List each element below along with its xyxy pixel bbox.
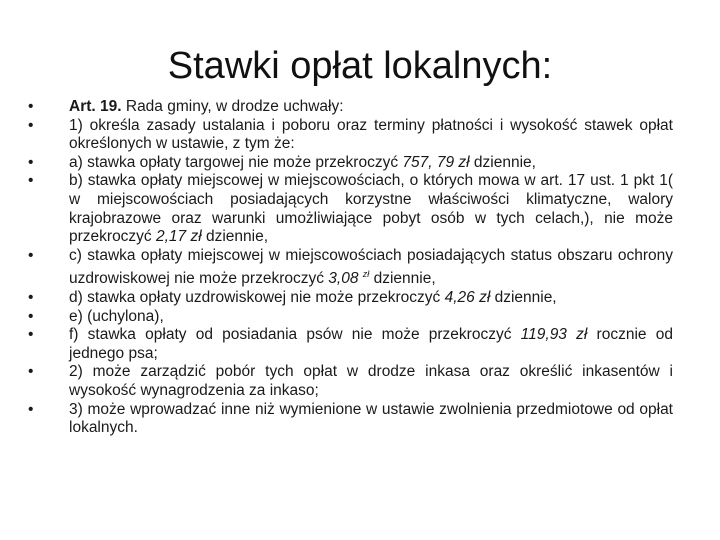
rate-value: 4,26 zł bbox=[444, 288, 491, 306]
item-text-end: dziennie, bbox=[490, 288, 557, 306]
item-text: Rada gminy, w drodze uchwały: bbox=[121, 98, 344, 115]
item-text: 2) może zarządzić pobór tych opłat w drodze inkasa oraz określić inkasentów i wysokość wynagrodzenia za inkaso; bbox=[69, 363, 673, 399]
list-item bbox=[28, 326, 673, 363]
list-item bbox=[28, 289, 673, 308]
rate-value: 2,17 zł bbox=[156, 228, 202, 246]
item-text-end: rocznie od jednego psa; bbox=[69, 326, 673, 362]
list-item bbox=[28, 154, 673, 173]
bullet-icon: • bbox=[28, 307, 34, 325]
item-text: 1) określa zasady ustalania i poboru oraz terminy płatności i wysokość stawek opłat określonych w ustawie, z tym że: bbox=[69, 116, 673, 153]
slide-title: Stawki opłat lokalnych: bbox=[167, 45, 553, 87]
rate-value: 3,08 bbox=[328, 270, 363, 288]
rate-value: 757, 79 zł bbox=[402, 153, 470, 171]
bullet-icon: • bbox=[28, 363, 34, 381]
item-text: 3) może wprowadzać inne niż wymienione w ustawie zwolnienia przedmiotowe od opłat lokalnych. bbox=[69, 400, 673, 437]
item-text: e) (uchylona), bbox=[69, 307, 164, 325]
bullet-list bbox=[28, 98, 673, 438]
bullet-icon: • bbox=[28, 153, 34, 171]
bullet-icon: • bbox=[28, 246, 34, 264]
list-item bbox=[28, 308, 673, 327]
article-label: Art. 19. bbox=[69, 98, 122, 115]
bullet-icon: • bbox=[28, 116, 34, 134]
rate-value: 119,93 zł bbox=[520, 326, 588, 344]
rate-currency: zł bbox=[362, 269, 370, 280]
item-text: c) stawka opłaty miejscowej w miejscowościach posiadających status obszaru ochrony uzdrowiskowej nie może przekroczyć bbox=[69, 246, 673, 288]
bullet-icon: • bbox=[28, 326, 34, 344]
list-item bbox=[28, 401, 673, 438]
bullet-icon: • bbox=[28, 172, 34, 190]
item-text: b) stawka opłaty miejscowej w miejscowościach, o których mowa w art. 17 ust. 1 pkt 1( w miejscowościach posiadających korzystne właściwości klimatyczne, walory krajobrazowe oraz warunki umożliwiające pobyt osób w tych celach,), nie może przekroczyć bbox=[69, 172, 673, 246]
list-item bbox=[28, 172, 673, 246]
list-item bbox=[28, 363, 673, 400]
item-text-end: dziennie, bbox=[201, 228, 269, 246]
bullet-icon: • bbox=[28, 400, 34, 418]
item-text-end: dziennie, bbox=[469, 153, 536, 171]
list-item bbox=[28, 247, 673, 289]
item-text-end: dziennie, bbox=[369, 270, 436, 288]
list-item bbox=[28, 98, 673, 117]
item-text: a) stawka opłaty targowej nie może przekroczyć bbox=[69, 153, 403, 171]
item-text: f) stawka opłaty od posiadania psów nie może przekroczyć bbox=[69, 326, 521, 344]
bullet-icon: • bbox=[28, 98, 34, 115]
bullet-icon: • bbox=[28, 288, 34, 306]
list-item bbox=[28, 117, 673, 154]
item-text: d) stawka opłaty uzdrowiskowej nie może przekroczyć bbox=[69, 288, 445, 306]
